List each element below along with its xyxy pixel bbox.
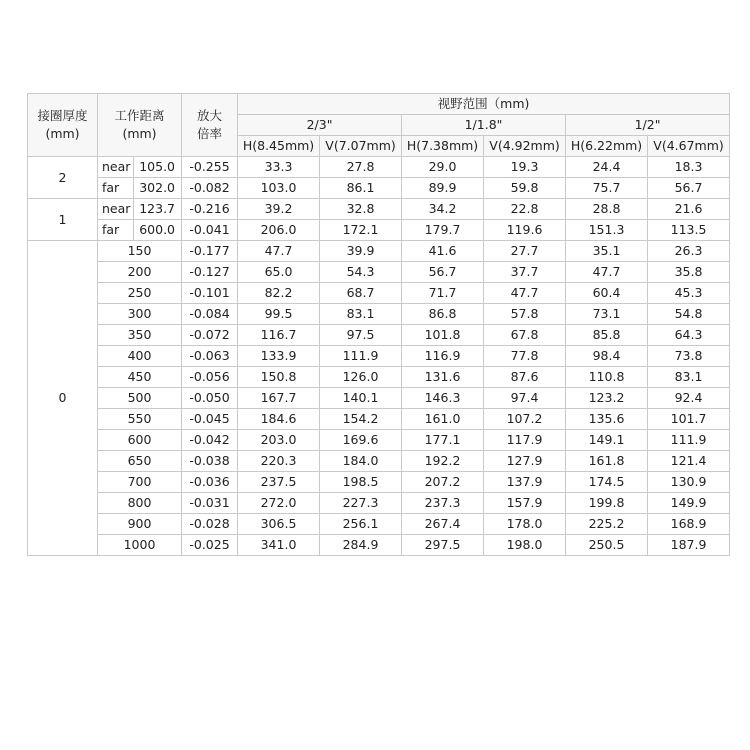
fov-value-cell: 86.1 [320, 178, 402, 199]
magnification-cell: -0.042 [182, 430, 238, 451]
header-sub-h1: H(8.45mm) [238, 136, 320, 157]
fov-value-cell: 306.5 [238, 514, 320, 535]
fov-value-cell: 22.8 [484, 199, 566, 220]
distance-cell: 650 [98, 451, 182, 472]
table-row [28, 325, 730, 346]
fov-value-cell: 67.8 [484, 325, 566, 346]
distance-cell: 700 [98, 472, 182, 493]
magnification-cell: -0.072 [182, 325, 238, 346]
fov-value-cell: 227.3 [320, 493, 402, 514]
fov-value-cell: 41.6 [402, 241, 484, 262]
table-row [28, 283, 730, 304]
distance-cell: 105.0 [134, 157, 182, 178]
header-row-1 [28, 94, 730, 115]
header-thickness [28, 94, 98, 157]
distance-cell: 1000 [98, 535, 182, 556]
fov-value-cell: 199.8 [566, 493, 648, 514]
fov-value-cell: 126.0 [320, 367, 402, 388]
fov-value-cell: 172.1 [320, 220, 402, 241]
fov-value-cell: 82.2 [238, 283, 320, 304]
fov-value-cell: 272.0 [238, 493, 320, 514]
distance-tag-cell: near [98, 157, 134, 178]
fov-value-cell: 178.0 [484, 514, 566, 535]
fov-value-cell: 149.1 [566, 430, 648, 451]
distance-cell: 250 [98, 283, 182, 304]
header-sub-h3: H(6.22mm) [566, 136, 648, 157]
fov-value-cell: 27.7 [484, 241, 566, 262]
fov-value-cell: 29.0 [402, 157, 484, 178]
fov-value-cell: 101.8 [402, 325, 484, 346]
fov-value-cell: 177.1 [402, 430, 484, 451]
fov-value-cell: 68.7 [320, 283, 402, 304]
fov-value-cell: 192.2 [402, 451, 484, 472]
fov-value-cell: 54.3 [320, 262, 402, 283]
header-thickness-label: 接圈厚度 (mm) [37, 107, 88, 141]
magnification-cell: -0.082 [182, 178, 238, 199]
distance-cell: 302.0 [134, 178, 182, 199]
table-body [28, 157, 730, 556]
fov-value-cell: 21.6 [648, 199, 730, 220]
magnification-cell: -0.084 [182, 304, 238, 325]
fov-value-cell: 207.2 [402, 472, 484, 493]
magnification-cell: -0.177 [182, 241, 238, 262]
fov-value-cell: 56.7 [402, 262, 484, 283]
distance-cell: 600.0 [134, 220, 182, 241]
magnification-cell: -0.101 [182, 283, 238, 304]
fov-value-cell: 133.9 [238, 346, 320, 367]
fov-value-cell: 98.4 [566, 346, 648, 367]
table-row [28, 220, 730, 241]
fov-value-cell: 110.8 [566, 367, 648, 388]
distance-cell: 550 [98, 409, 182, 430]
magnification-cell: -0.028 [182, 514, 238, 535]
header-sub-v3: V(4.67mm) [648, 136, 730, 157]
fov-value-cell: 131.6 [402, 367, 484, 388]
fov-value-cell: 64.3 [648, 325, 730, 346]
header-sensor-2-3: 2/3" [238, 115, 402, 136]
magnification-cell: -0.050 [182, 388, 238, 409]
fov-value-cell: 157.9 [484, 493, 566, 514]
magnification-cell: -0.255 [182, 157, 238, 178]
fov-value-cell: 34.2 [402, 199, 484, 220]
table-row [28, 241, 730, 262]
thickness-cell: 2 [28, 157, 98, 199]
magnification-cell: -0.041 [182, 220, 238, 241]
table-row [28, 178, 730, 199]
fov-value-cell: 161.0 [402, 409, 484, 430]
table-row [28, 157, 730, 178]
thickness-cell: 0 [28, 241, 98, 556]
distance-cell: 150 [98, 241, 182, 262]
distance-cell: 500 [98, 388, 182, 409]
fov-value-cell: 60.4 [566, 283, 648, 304]
fov-value-cell: 56.7 [648, 178, 730, 199]
fov-value-cell: 116.9 [402, 346, 484, 367]
fov-value-cell: 167.7 [238, 388, 320, 409]
fov-value-cell: 179.7 [402, 220, 484, 241]
fov-value-cell: 18.3 [648, 157, 730, 178]
fov-value-cell: 184.6 [238, 409, 320, 430]
fov-value-cell: 24.4 [566, 157, 648, 178]
fov-value-cell: 35.1 [566, 241, 648, 262]
header-sub-v1: V(7.07mm) [320, 136, 402, 157]
fov-value-cell: 45.3 [648, 283, 730, 304]
distance-tag-cell: far [98, 220, 134, 241]
fov-value-cell: 83.1 [320, 304, 402, 325]
distance-cell: 400 [98, 346, 182, 367]
fov-value-cell: 111.9 [320, 346, 402, 367]
fov-value-cell: 130.9 [648, 472, 730, 493]
fov-spec-table [27, 93, 730, 556]
fov-value-cell: 174.5 [566, 472, 648, 493]
distance-tag-cell: near [98, 199, 134, 220]
fov-value-cell: 137.9 [484, 472, 566, 493]
fov-value-cell: 161.8 [566, 451, 648, 472]
fov-value-cell: 57.8 [484, 304, 566, 325]
fov-value-cell: 154.2 [320, 409, 402, 430]
fov-value-cell: 89.9 [402, 178, 484, 199]
fov-value-cell: 97.5 [320, 325, 402, 346]
fov-value-cell: 87.6 [484, 367, 566, 388]
distance-tag-cell: far [98, 178, 134, 199]
table-row [28, 451, 730, 472]
fov-value-cell: 85.8 [566, 325, 648, 346]
fov-value-cell: 73.1 [566, 304, 648, 325]
fov-value-cell: 250.5 [566, 535, 648, 556]
table-row [28, 304, 730, 325]
fov-value-cell: 284.9 [320, 535, 402, 556]
magnification-cell: -0.127 [182, 262, 238, 283]
fov-value-cell: 39.9 [320, 241, 402, 262]
fov-value-cell: 341.0 [238, 535, 320, 556]
fov-value-cell: 86.8 [402, 304, 484, 325]
magnification-cell: -0.025 [182, 535, 238, 556]
fov-value-cell: 73.8 [648, 346, 730, 367]
header-sub-v2: V(4.92mm) [484, 136, 566, 157]
fov-value-cell: 121.4 [648, 451, 730, 472]
distance-cell: 200 [98, 262, 182, 283]
distance-cell: 900 [98, 514, 182, 535]
fov-value-cell: 184.0 [320, 451, 402, 472]
fov-value-cell: 116.7 [238, 325, 320, 346]
fov-value-cell: 267.4 [402, 514, 484, 535]
fov-value-cell: 33.3 [238, 157, 320, 178]
fov-value-cell: 19.3 [484, 157, 566, 178]
fov-value-cell: 127.9 [484, 451, 566, 472]
fov-value-cell: 59.8 [484, 178, 566, 199]
magnification-cell: -0.063 [182, 346, 238, 367]
fov-value-cell: 151.3 [566, 220, 648, 241]
fov-value-cell: 198.5 [320, 472, 402, 493]
table-row [28, 346, 730, 367]
fov-value-cell: 47.7 [484, 283, 566, 304]
fov-value-cell: 237.5 [238, 472, 320, 493]
header-sensor-1-1.8: 1/1.8" [402, 115, 566, 136]
fov-value-cell: 220.3 [238, 451, 320, 472]
fov-value-cell: 237.3 [402, 493, 484, 514]
distance-cell: 800 [98, 493, 182, 514]
fov-value-cell: 113.5 [648, 220, 730, 241]
distance-cell: 300 [98, 304, 182, 325]
table-row [28, 262, 730, 283]
distance-cell: 600 [98, 430, 182, 451]
fov-value-cell: 32.8 [320, 199, 402, 220]
distance-cell: 450 [98, 367, 182, 388]
header-sensor-1-2: 1/2" [566, 115, 730, 136]
magnification-cell: -0.045 [182, 409, 238, 430]
header-distance [98, 94, 182, 157]
fov-value-cell: 65.0 [238, 262, 320, 283]
distance-cell: 123.7 [134, 199, 182, 220]
fov-value-cell: 54.8 [648, 304, 730, 325]
fov-value-cell: 149.9 [648, 493, 730, 514]
fov-value-cell: 256.1 [320, 514, 402, 535]
table-row [28, 199, 730, 220]
fov-value-cell: 28.8 [566, 199, 648, 220]
fov-value-cell: 92.4 [648, 388, 730, 409]
fov-value-cell: 187.9 [648, 535, 730, 556]
fov-value-cell: 75.7 [566, 178, 648, 199]
header-distance-label: 工作距离 (mm) [114, 107, 165, 141]
fov-value-cell: 198.0 [484, 535, 566, 556]
table-row [28, 367, 730, 388]
fov-value-cell: 119.6 [484, 220, 566, 241]
thickness-cell: 1 [28, 199, 98, 241]
header-magnification [182, 94, 238, 157]
fov-value-cell: 77.8 [484, 346, 566, 367]
fov-value-cell: 107.2 [484, 409, 566, 430]
fov-value-cell: 146.3 [402, 388, 484, 409]
distance-cell: 350 [98, 325, 182, 346]
table-row [28, 472, 730, 493]
magnification-cell: -0.038 [182, 451, 238, 472]
fov-value-cell: 203.0 [238, 430, 320, 451]
fov-value-cell: 111.9 [648, 430, 730, 451]
table-row [28, 430, 730, 451]
magnification-cell: -0.036 [182, 472, 238, 493]
table-row [28, 493, 730, 514]
fov-value-cell: 117.9 [484, 430, 566, 451]
magnification-cell: -0.056 [182, 367, 238, 388]
fov-value-cell: 83.1 [648, 367, 730, 388]
fov-value-cell: 47.7 [566, 262, 648, 283]
magnification-cell: -0.216 [182, 199, 238, 220]
header-sub-h2: H(7.38mm) [402, 136, 484, 157]
fov-value-cell: 99.5 [238, 304, 320, 325]
fov-value-cell: 37.7 [484, 262, 566, 283]
fov-value-cell: 206.0 [238, 220, 320, 241]
fov-value-cell: 27.8 [320, 157, 402, 178]
fov-value-cell: 169.6 [320, 430, 402, 451]
fov-value-cell: 168.9 [648, 514, 730, 535]
fov-value-cell: 35.8 [648, 262, 730, 283]
fov-value-cell: 225.2 [566, 514, 648, 535]
header-fov: 视野范围（mm) [238, 94, 730, 115]
fov-value-cell: 297.5 [402, 535, 484, 556]
fov-value-cell: 97.4 [484, 388, 566, 409]
fov-value-cell: 135.6 [566, 409, 648, 430]
table-row [28, 388, 730, 409]
fov-value-cell: 101.7 [648, 409, 730, 430]
table-row [28, 409, 730, 430]
header-magnification-label: 放大 倍率 [197, 107, 223, 141]
fov-value-cell: 150.8 [238, 367, 320, 388]
table-row [28, 535, 730, 556]
fov-value-cell: 123.2 [566, 388, 648, 409]
fov-value-cell: 39.2 [238, 199, 320, 220]
fov-value-cell: 71.7 [402, 283, 484, 304]
table-row [28, 514, 730, 535]
fov-value-cell: 140.1 [320, 388, 402, 409]
fov-value-cell: 47.7 [238, 241, 320, 262]
magnification-cell: -0.031 [182, 493, 238, 514]
fov-value-cell: 26.3 [648, 241, 730, 262]
fov-value-cell: 103.0 [238, 178, 320, 199]
